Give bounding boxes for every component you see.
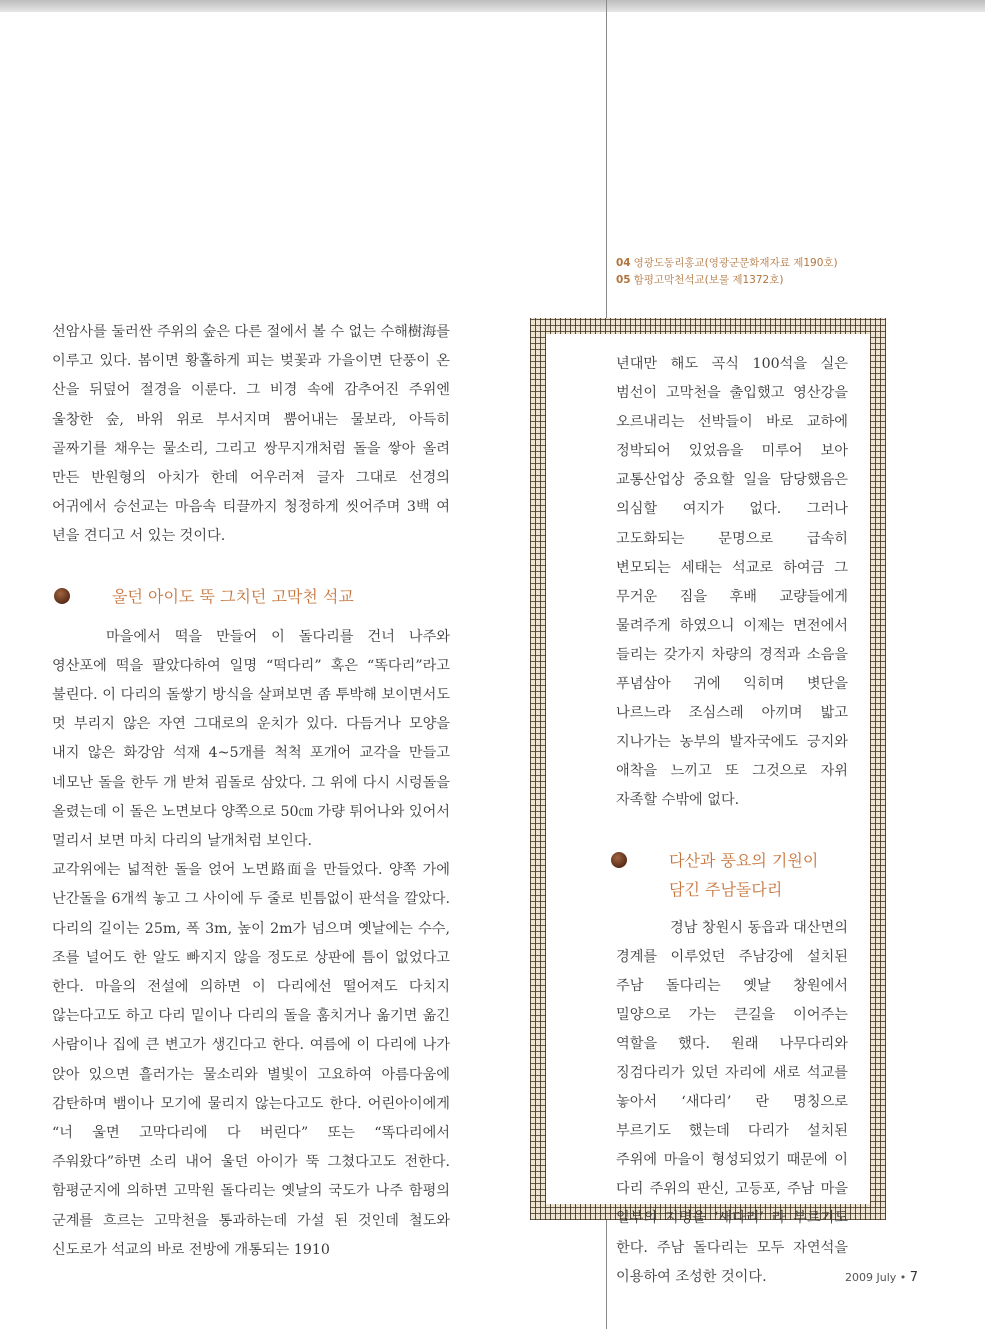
right-paragraph-1: 년대만 해도 곡식 100석을 실은 범선이 고막천을 출입했고 영산강을 오르내리는 선박들이 바로 교하에 정박되어 있었음을 미루어 보아 교통산업상 중요할 일을 담당했음은 의심할 여지가 없다. 그러나 고도화되는 문명으로 급속히 변모되는 세태는 석교로 하여금 그 무거운 짐을 후배 교량들에게 물려주게 하였으니 이제는 면전에서 들리는 갖가지 차량의 경적과 소음을 푸념삼아 귀에 익히며 볏단을 나르느라 조심스레 아끼며 밟고 지나가는 농부의 발자국에도 긍지와 애착을 느끼고 또 그것으로 자위 자족할 수밖에 없다. — [616, 356, 848, 809]
section-heading-junam — [611, 846, 848, 904]
section-heading-gomakcheon — [52, 582, 450, 611]
caption-number: 05 — [616, 274, 631, 286]
right-column — [616, 350, 848, 1292]
body-paragraph-2: 교각위에는 넓적한 돌을 얹어 노면路面을 만들었다. 양쪽 가에 난간돌을 6개씩 놓고 그 사이에 두 줄로 빈틈없이 판석을 깔았다. 다리의 길이는 25m, 폭 3m, 높이 2m가 넘으며 옛날에는 수수, 조를 널어도 한 알도 빠지지 않을 정도로 상판에 틈이 없었다고 한다. 마을의 전설에 의하면 이 다리에선 떨어져도 다치지 않는다고도 하고 다리 밑이나 다리의 돌을 훔치거나 옮기면 옮긴 사람이나 집에 큰 변고가 생긴다고 한다. 여름에 이 다리에 나가 앉아 있으면 흘러가는 물소리와 별빛이 고요하여 아름다움에 감탄하며 뱀이나 모기에 물리지 않는다고도 한다. 어린아이에게 “너 울면 고막다리에 다 버린다” 또는 “똑다리에서 주워왔다”하면 소리 내어 울던 아이가 뚝 그쳤다고도 전한다. 함평군지에 의하면 고막원 돌다리는 옛날의 국도가 나주 함평의 군계를 흐르는 고막천을 통과하는데 가설 된 것인데 철도와 신도로가 석교의 바로 전방에 개통되는 1910 — [52, 862, 450, 1258]
heading-text — [669, 846, 818, 904]
intro-paragraph: 선암사를 둘러싼 주위의 숲은 다른 절에서 볼 수 없는 수해樹海를 이루고 있다. 봄이면 황홀하게 피는 벚꽃과 가을이면 단풍이 온 산을 뒤덮어 절경을 이룬다. 그 비경 속에 감추어진 주위엔 울창한 숲, 바위 위로 부서지며 뿜어내는 물보라, 아득히 골짜기를 채우는 물소리, 그리고 쌍무지개처럼 돌을 쌓아 올려 만든 반원형의 아치가 한데 어우러져 글자 그대로 선경의 어귀에서 승선교는 마음속 티끌까지 청정하게 씻어주며 3백 여 년을 견디고 서 있는 것이다. — [52, 324, 450, 545]
body-paragraph-1: 마을에서 떡을 만들어 이 돌다리를 건너 나주와 영산포에 떡을 팔았다하여 일명 “떡다리” 혹은 “똑다리”라고 불린다. 이 다리의 돌쌓기 방식을 살펴보면 좀 투박해 보이면서도 멋 부리지 않은 자연 그대로의 운치가 있다. 다듬거나 모양을 내지 않은 화강암 석재 4~5개를 척척 포개어 교각을 만들고 네모난 돌을 한두 개 받쳐 굄돌로 삼았다. 그 위에 다시 시렁돌을 올렸는데 이 돌은 노면보다 양쪽으로 50㎝ 가량 튀어나와 있어서 멀리서 보면 마치 다리의 날개처럼 보인다. — [52, 628, 450, 850]
right-paragraph-2: 경남 창원시 동읍과 대산면의 경계를 이루었던 주남강에 설치된 주남 돌다리는 옛날 창원에서 밀양으로 가는 큰길을 이어주는 역할을 했다. 원래 나무다리와 징검다리가 있던 자리에 새로 석교를 놓아서 ‘새다리’ 란 명칭으로 부르기도 했는데 다리가 설치된 주위에 마을이 형성되었기 때문에 이 다리 주위의 판신, 고등포, 주남 마을 일부의 지명을 ‘새다리’ 라 부르기도 한다. 주남 돌다리는 모두 자연석을 이용하여 조성한 것이다. — [616, 919, 848, 1285]
bullet-dot-icon — [611, 852, 627, 868]
caption-number: 04 — [616, 257, 631, 269]
left-column — [52, 318, 450, 1265]
issue-date: 2009 July — [845, 1271, 897, 1284]
caption-text: 함평고막천석교(보물 제1372호) — [633, 274, 784, 286]
heading-text: 울던 아이도 뚝 그치던 고막천 석교 — [112, 586, 354, 606]
caption-text: 영광도동리홍교(영광군문화재자료 제190호) — [633, 257, 838, 269]
bullet-dot-icon — [54, 588, 70, 604]
caption-04 — [616, 255, 838, 272]
page-number: 7 — [909, 1270, 919, 1285]
heading-line-2: 담긴 주남돌다리 — [669, 879, 783, 899]
scan-edge-strip — [0, 0, 985, 12]
heading-line-1: 다산과 풍요의 기원이 — [669, 850, 819, 870]
footer-separator: • — [899, 1271, 907, 1284]
page-footer — [845, 1270, 918, 1285]
photo-captions — [616, 255, 838, 289]
caption-05 — [616, 272, 838, 289]
